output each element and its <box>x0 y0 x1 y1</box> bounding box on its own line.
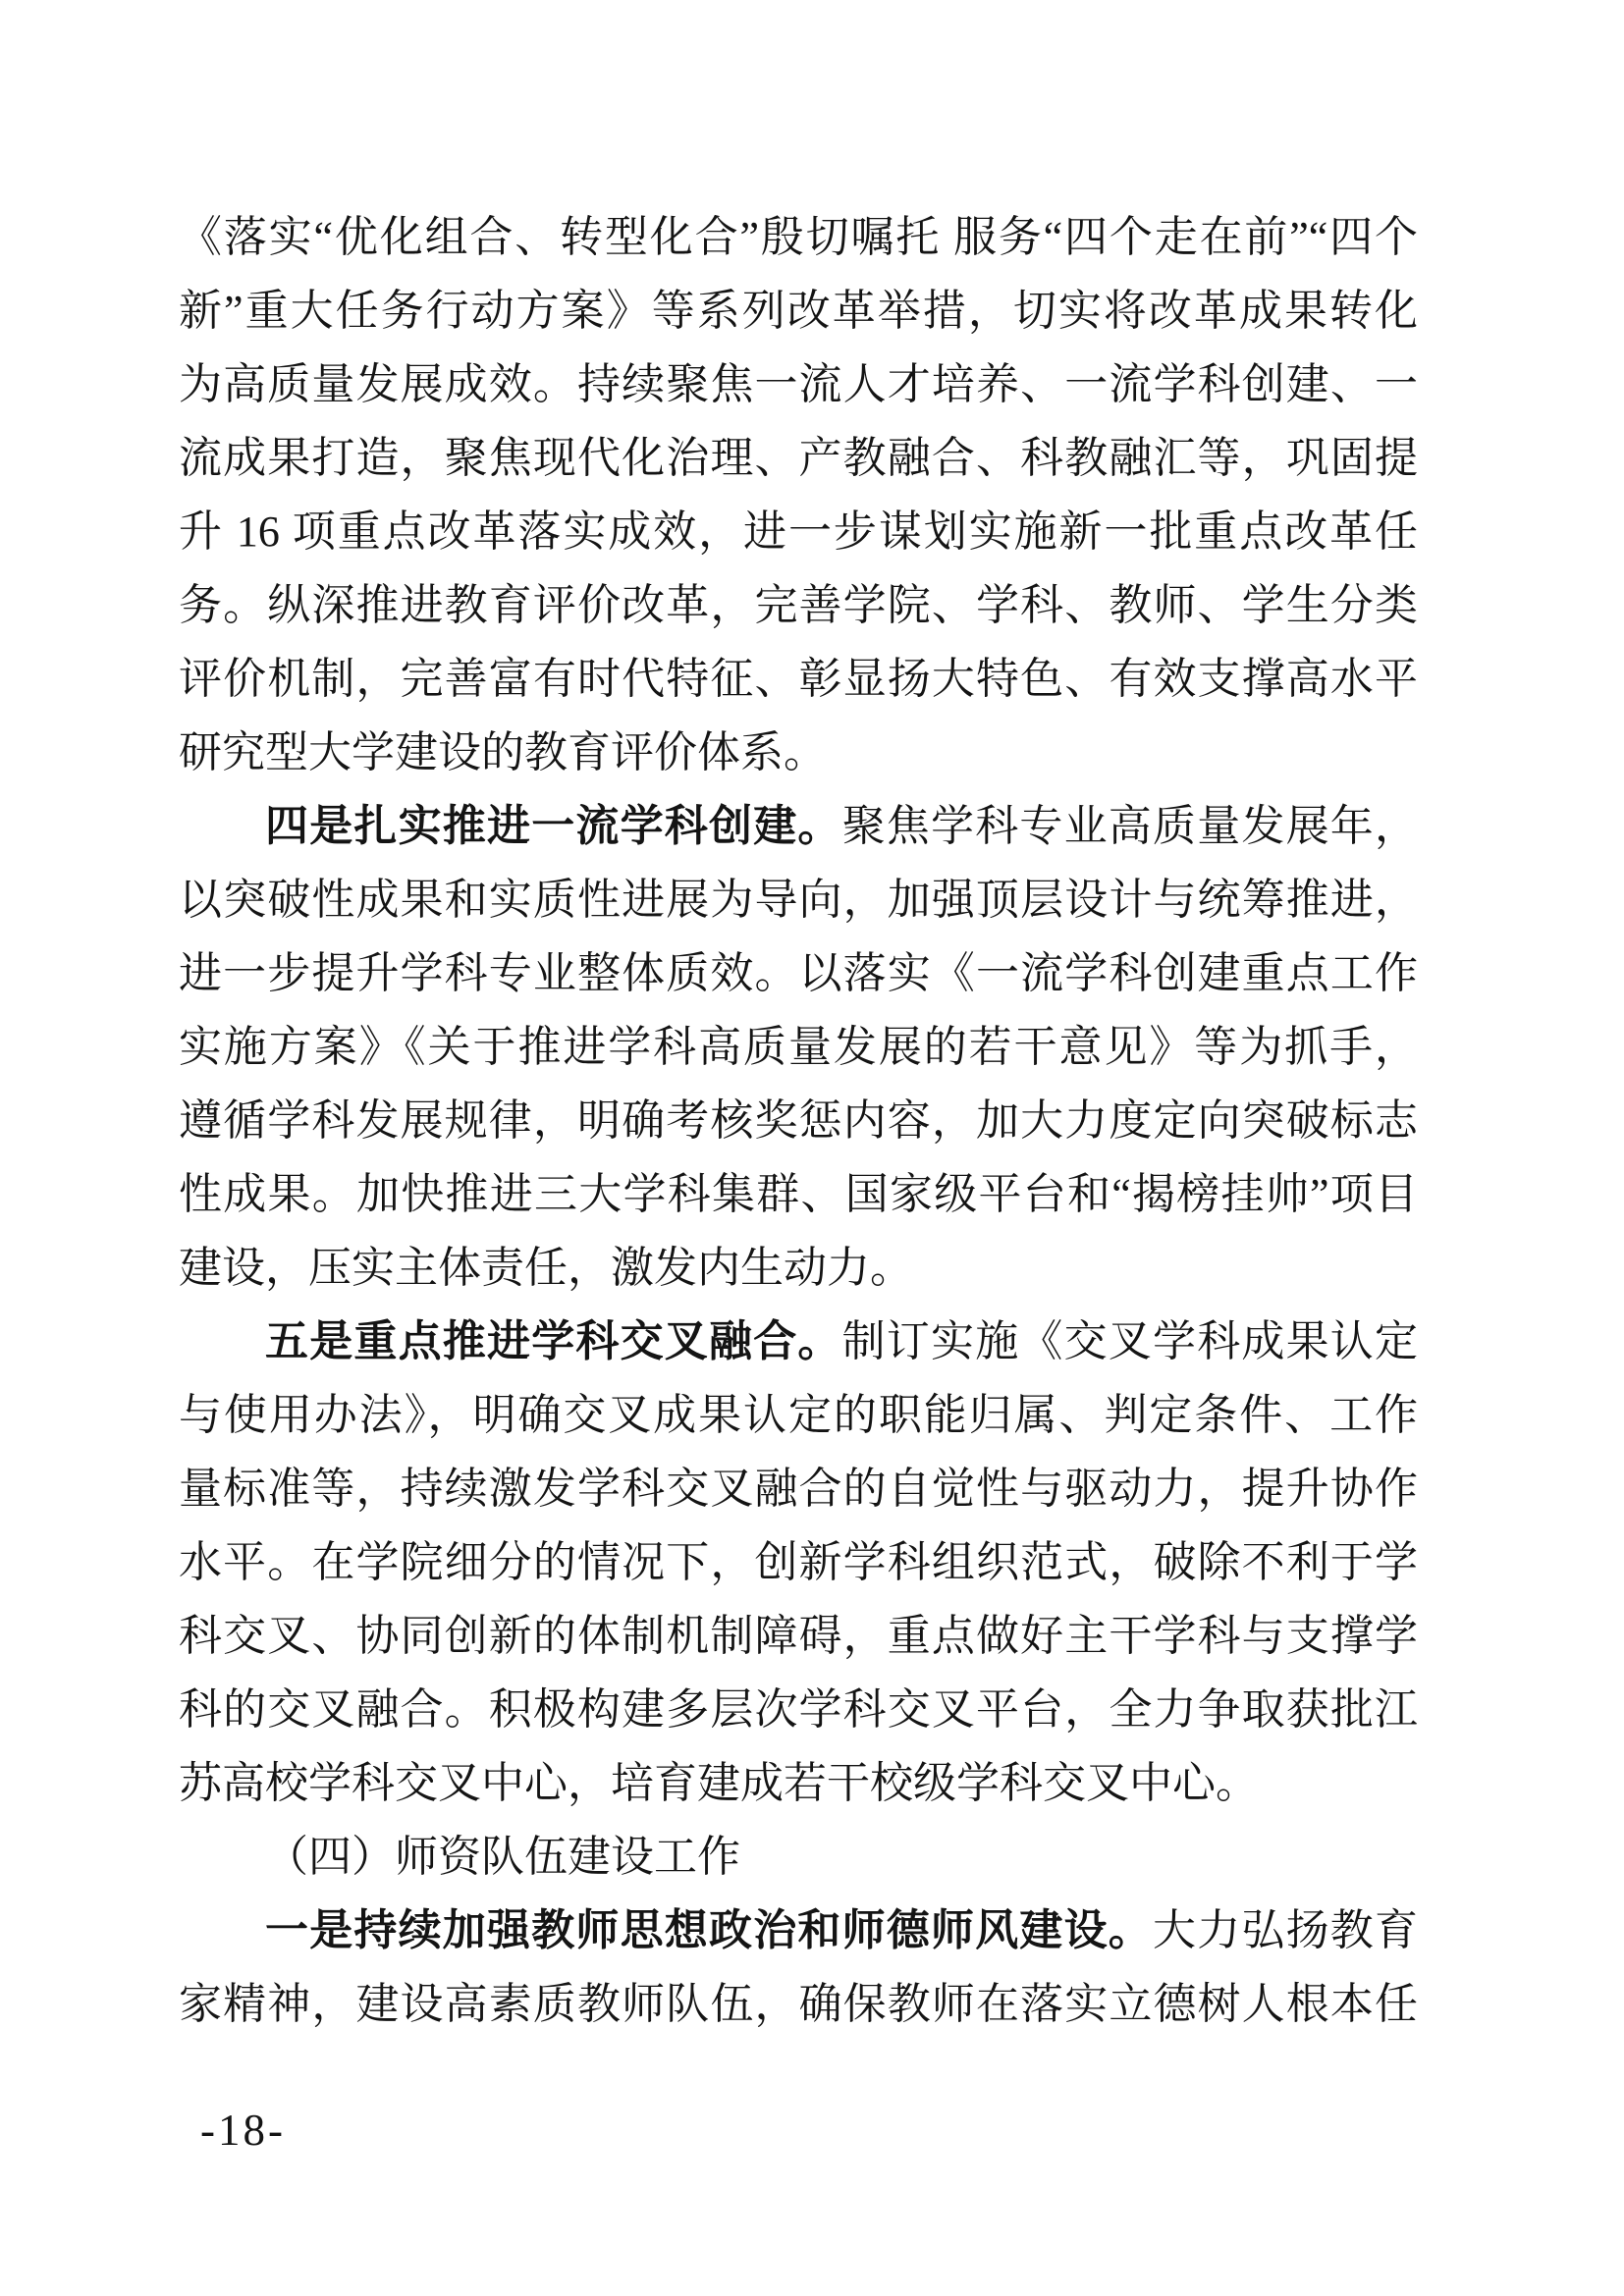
text-line <box>179 716 1418 789</box>
line-text: 家精神，建设高素质教师队伍，确保教师在落实立德树人根本任 <box>179 1980 1418 2028</box>
text-line <box>179 347 1418 421</box>
text-line <box>179 568 1418 642</box>
line-text: 建设，压实主体责任，激发内生动力。 <box>179 1244 913 1292</box>
line-text: 升 16 项重点改革落实成效，进一步谋划实施新一批重点改革任 <box>179 507 1418 556</box>
line-text: 《落实“优化组合、转型化合”殷切嘱托 服务“四个走在前”“四个 <box>179 213 1418 261</box>
text-line <box>179 1084 1418 1157</box>
text-line <box>179 200 1418 274</box>
line-text: 务。纵深推进教育评价改革，完善学院、学科、教师、学生分类 <box>179 581 1418 629</box>
line-text: 进一步提升学科专业整体质效。以落实《一流学科创建重点工作 <box>179 949 1418 997</box>
text-line <box>179 1378 1418 1452</box>
line-text: 评价机制，完善富有时代特征、彰显扬大特色、有效支撑高水平 <box>179 655 1418 703</box>
text-line <box>179 1010 1418 1084</box>
line-text: 科交叉、协同创新的体制机制障碍，重点做好主干学科与支撑学 <box>179 1612 1418 1660</box>
text-line <box>179 1673 1418 1746</box>
text-line <box>179 1746 1418 1820</box>
line-text: 科的交叉融合。积极构建多层次学科交叉平台，全力争取获批江 <box>179 1685 1418 1734</box>
paragraph-lead-bold: 五是重点推进学科交叉融合。 <box>265 1317 842 1365</box>
document-body <box>179 200 1418 2041</box>
line-text: 量标准等，持续激发学科交叉融合的自觉性与驱动力，提升协作 <box>179 1465 1418 1513</box>
section-heading-line <box>179 1820 1418 1894</box>
line-text: 大力弘扬教育 <box>1153 1906 1418 1954</box>
text-line <box>179 1231 1418 1305</box>
text-line <box>179 1599 1418 1673</box>
text-line <box>179 274 1418 347</box>
text-line <box>179 1157 1418 1231</box>
paragraph-start-line <box>179 1305 1418 1378</box>
text-line <box>179 863 1418 936</box>
line-text: 水平。在学院细分的情况下，创新学科组织范式，破除不利于学 <box>179 1538 1418 1586</box>
line-text: 聚焦学科专业高质量发展年， <box>841 802 1419 850</box>
paragraph-start-line <box>179 1894 1418 1967</box>
line-text: 制订实施《交叉学科成果认定 <box>841 1317 1419 1365</box>
line-text: 以突破性成果和实质性进展为导向，加强顶层设计与统筹推进， <box>179 876 1418 924</box>
section-heading-text: （四）师资队伍建设工作 <box>265 1833 740 1881</box>
page-number: -18- <box>200 2106 286 2155</box>
text-line <box>179 936 1418 1010</box>
line-text: 实施方案》《关于推进学科高质量发展的若干意见》等为抓手， <box>179 1023 1418 1071</box>
line-text: 为高质量发展成效。持续聚焦一流人才培养、一流学科创建、一 <box>179 360 1418 408</box>
paragraph-lead-bold: 四是扎实推进一流学科创建。 <box>265 802 842 850</box>
paragraph-lead-bold: 一是持续加强教师思想政治和师德师风建设。 <box>265 1906 1153 1954</box>
text-line <box>179 495 1418 568</box>
line-text: 与使用办法》，明确交叉成果认定的职能归属、判定条件、工作 <box>179 1391 1418 1439</box>
text-line <box>179 421 1418 495</box>
line-text: 苏高校学科交叉中心，培育建成若干校级学科交叉中心。 <box>179 1759 1259 1807</box>
line-text: 新”重大任务行动方案》等系列改革举措，切实将改革成果转化 <box>179 287 1418 335</box>
line-text: 研究型大学建设的教育评价体系。 <box>179 728 827 776</box>
text-line <box>179 642 1418 716</box>
text-line <box>179 1967 1418 2041</box>
line-text: 性成果。加快推进三大学科集群、国家级平台和“揭榜挂帅”项目 <box>179 1170 1418 1218</box>
line-text: 流成果打造，聚焦现代化治理、产教融合、科教融汇等，巩固提 <box>179 434 1418 482</box>
line-text: 遵循学科发展规律，明确考核奖惩内容，加大力度定向突破标志 <box>179 1096 1418 1145</box>
text-line <box>179 1525 1418 1599</box>
paragraph-start-line <box>179 789 1418 863</box>
text-line <box>179 1452 1418 1525</box>
